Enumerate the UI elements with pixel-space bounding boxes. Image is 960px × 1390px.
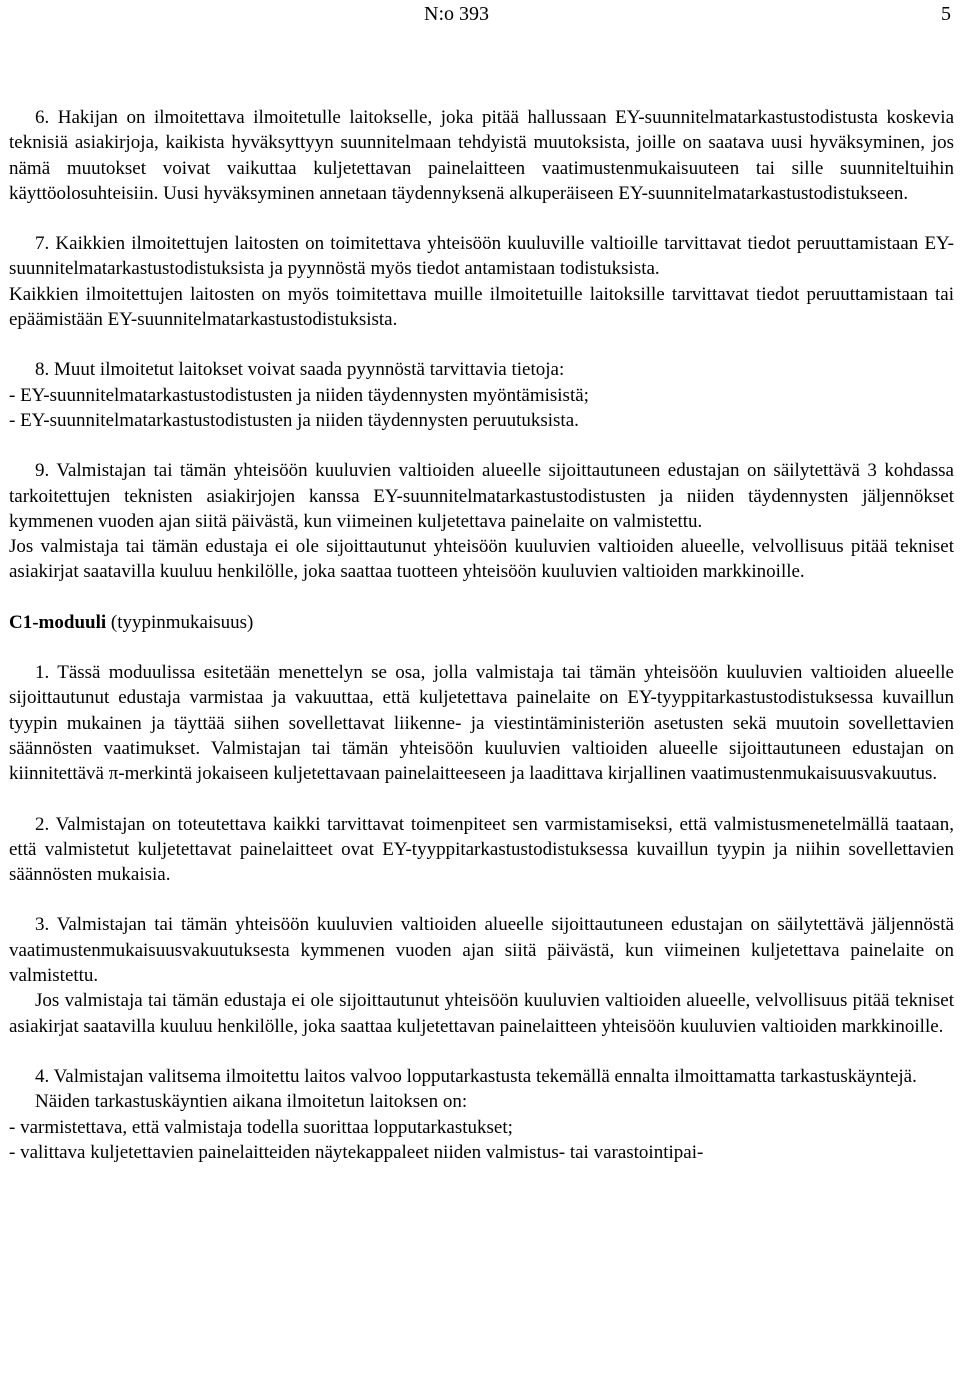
- module-heading: [9, 610, 954, 635]
- page-number: 5: [941, 3, 951, 25]
- c1-paragraph-4: 4. Valmistajan valitsema ilmoitettu laitos valvoo lopputarkastusta tekemällä ennalta ilmoittamatta tarkastuskäyntejä.: [35, 1065, 917, 1087]
- paragraph-8: 8. Muut ilmoitetut laitokset voivat saada pyynnöstä tarvittavia tietoja:: [35, 359, 565, 381]
- document-body: [9, 105, 954, 1165]
- list-item: - varmistettava, että valmistaja todella suorittaa lopputarkastukset;: [9, 1116, 513, 1138]
- module-subtitle: (tyypinmukaisuus): [106, 611, 254, 633]
- list-item: - valittava kuljetettavien painelaitteiden näytekappaleet niiden valmistus- tai varastointipai-: [9, 1141, 704, 1163]
- c1-paragraph-4-continued: Näiden tarkastuskäyntien aikana ilmoitetun laitoksen on:: [35, 1091, 468, 1113]
- paragraph-9: 9. Valmistajan tai tämän yhteisöön kuuluvien valtioiden alueelle sijoittautuneen edustajan on säilytettävä 3 kohdassa tarkoitettujen teknisten asiakirjojen kanssa EY-suunnitelmatarkastustodistusten ja niiden täydennysten jäljennökset kymmenen vuoden ajan siitä päivästä, kun viimeinen kuljetettava painelaite on valmistettu.: [9, 460, 954, 532]
- list-item: - EY-suunnitelmatarkastustodistusten ja niiden täydennysten myöntämisistä;: [9, 384, 589, 406]
- c1-paragraph-3-continued: Jos valmistaja tai tämän edustaja ei ole sijoittautunut yhteisöön kuuluvien valtioiden alueelle, velvollisuus pitää tekniset asiakirjat saatavilla kuuluu henkilölle, joka saattaa kuljetettavan painelaitteen yhteisöön kuuluvien valtioiden markkinoille.: [9, 990, 954, 1037]
- c1-paragraph-2: 2. Valmistajan on toteutettava kaikki tarvittavat toimenpiteet sen varmistamiseksi, että valmistusmenetelmällä taataan, että valmistetut kuljetettavat painelaitteet ovat EY-tyyppitarkastustodistuksessa kuvaillun tyypin ja niihin sovellettavien säännösten mukaisia.: [9, 813, 954, 886]
- paragraph-9-continued: Jos valmistaja tai tämän edustaja ei ole sijoittautunut yhteisöön kuuluvien valtioiden alueelle, velvollisuus pitää tekniset asiakirjat saatavilla kuuluu henkilölle, joka saattaa tuotteen yhteisöön kuuluvien valtioiden markkinoille.: [9, 536, 954, 583]
- paragraph-7-continued: Kaikkien ilmoitettujen laitosten on myös toimitettava muille ilmoitetuille laitoksille tarvittavat tiedot peruuttamistaan tai epäämistään EY-suunnitelmatarkastustodistuksista.: [9, 283, 954, 331]
- paragraph-7: 7. Kaikkien ilmoitettujen laitosten on toimitettava yhteisöön kuuluville valtioille tarvittavat tiedot peruuttamistaan EY-suunnitelmatarkastustodistuksista ja pyynnöstä myös tiedot antamistaan todistuksista.: [9, 233, 954, 280]
- c1-paragraph-1: 1. Tässä moduulissa esitetään menettelyn se osa, jolla valmistaja tai tämän yhteisöön kuuluvien valtioiden alueelle sijoittautunut edustaja varmistaa ja vakuuttaa, että kuljetettava painelaite on EY-tyyppitarkastustodistuksessa kuvaillun tyypin mukainen ja täyttää siihen sovellettavat liikenne- ja viestintäministeriön asetusten sekä muutoin sovellettavien säännösten vaatimukset. Valmistajan tai tämän yhteisöön kuuluvien valtioiden alueelle sijoittautuneen edustajan on kiinnitettävä π-merkintä jokaiseen kuljetettavaan painelaitteeseen ja laadittava kirjallinen vaatimustenmukaisuusvakuutus.: [9, 662, 954, 785]
- paragraph-6: 6. Hakijan on ilmoitettava ilmoitetulle laitokselle, joka pitää hallussaan EY-suunnitelmatarkastustodistusta koskevia teknisiä asiakirjoja, kaikista hyväksyttyyn suunnitelmaan tehdyistä muutoksista, joille on saatava uusi hyväksyminen, jos nämä muutokset voivat vaikuttaa kuljetettavan painelaitteen vaatimustenmukaisuuteen tai sille suunniteltuihin käyttöolosuhteisiin. Uusi hyväksyminen annetaan täydennyksenä alkuperäiseen EY-suunnitelmatarkastustodistukseen.: [9, 107, 954, 204]
- issue-number: N:o 393: [424, 3, 489, 25]
- page-header: [0, 2, 960, 26]
- list-item: - EY-suunnitelmatarkastustodistusten ja niiden täydennysten peruutuksista.: [9, 409, 579, 431]
- module-title: C1-moduuli: [9, 611, 107, 633]
- c1-paragraph-3: 3. Valmistajan tai tämän yhteisöön kuuluvien valtioiden alueelle sijoittautuneen edustajan on säilytettävä jäljennöstä vaatimustenmukaisuusvakuutuksesta kymmenen vuoden ajan siitä päivästä, kun viimeinen kuljetettava painelaite on valmistettu.: [9, 914, 954, 987]
